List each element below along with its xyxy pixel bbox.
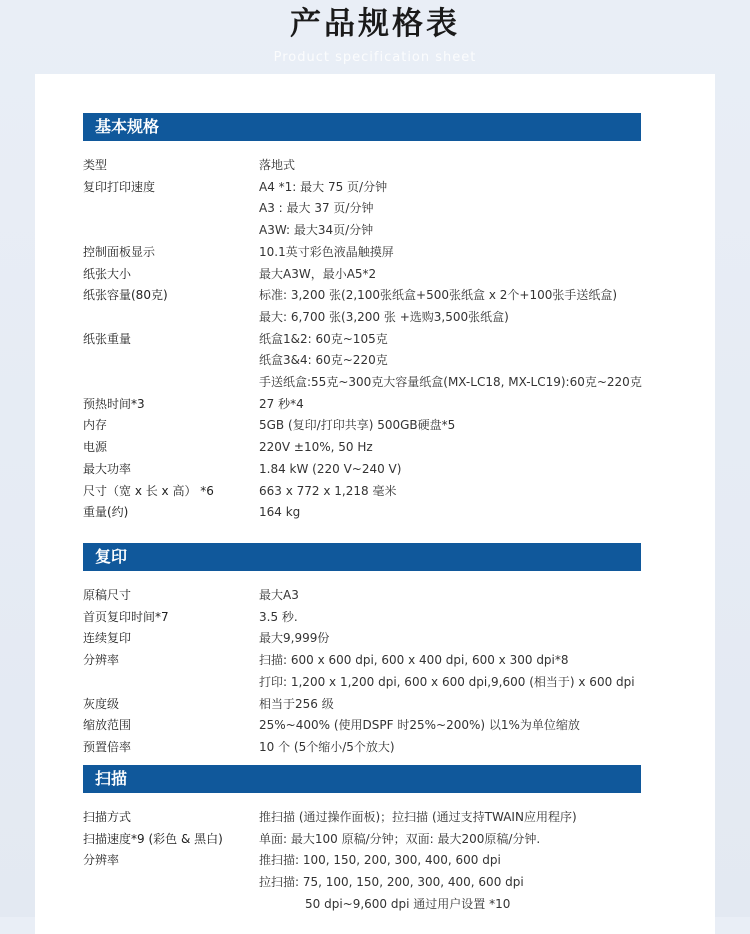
spec-row [83, 350, 641, 372]
spec-row [83, 481, 641, 503]
section-title: 扫描 [83, 765, 641, 793]
spec-label: 预置倍率 [83, 739, 132, 754]
section-title: 复印 [83, 543, 641, 571]
spec-value: 最大: 6,700 张(3,200 张 +选购3,500张纸盒) [259, 309, 509, 324]
spec-value: A4 *1: 最大 75 页/分钟 [259, 179, 388, 194]
spec-row [83, 894, 641, 916]
spec-value: 220V ±10%, 50 Hz [259, 440, 373, 455]
spec-row [83, 198, 641, 220]
spec-label: 扫描速度*9 (彩色 & 黑白) [83, 831, 223, 846]
spec-row [83, 177, 641, 199]
spec-label: 复印打印速度 [83, 179, 156, 194]
spec-value: 手送纸盒:55克~300克大容量纸盒(MX-LC18, MX-LC19):60克~220克 [259, 375, 642, 390]
section-title: 基本规格 [83, 113, 641, 141]
spec-row [83, 329, 641, 351]
spec-value: 落地式 [259, 158, 296, 172]
spec-value: 最大A3 [259, 588, 299, 602]
spec-row [83, 220, 641, 242]
spec-label: 预热时间*3 [83, 396, 145, 411]
page-title: 产品规格表 [290, 6, 460, 42]
spec-row [83, 372, 641, 394]
spec-label: 首页复印时间*7 [83, 609, 169, 624]
spec-value: 拉扫描: 75, 100, 150, 200, 300, 400, 600 dpi [259, 875, 524, 890]
spec-row [83, 807, 641, 829]
spec-label: 最大功率 [83, 461, 132, 476]
spec-row [83, 694, 641, 716]
spec-rows [83, 807, 641, 916]
spec-label: 尺寸（宽 x 长 x 高） *6 [83, 483, 214, 498]
spec-value: 1.84 kW (220 V~240 V) [259, 461, 402, 476]
spec-row [83, 285, 641, 307]
spec-label: 内存 [83, 418, 108, 433]
spec-rows [83, 585, 641, 759]
spec-value: 164 kg [259, 505, 301, 520]
spec-label: 缩放范围 [83, 718, 132, 733]
spec-label [83, 198, 259, 220]
spec-value: 27 秒*4 [259, 396, 304, 411]
section-copy [83, 543, 641, 759]
spec-label [83, 672, 259, 694]
spec-row [83, 737, 641, 759]
spec-value: 3.5 秒. [259, 609, 298, 624]
spec-label [83, 307, 259, 329]
spec-value: 5GB (复印/打印共享) 500GB硬盘*5 [259, 418, 456, 433]
page-subtitle: Product specification sheet [273, 50, 477, 65]
spec-value: 最大A3W，最小A5*2 [259, 266, 377, 281]
spec-value: A3W: 最大34页/分钟 [259, 223, 374, 238]
spec-value: 最大9,999份 [259, 631, 330, 646]
spec-value: 标准: 3,200 张(2,100张纸盒+500张纸盒 x 2个+100张手送纸盒) [259, 288, 618, 303]
spec-row [83, 585, 641, 607]
spec-row [83, 242, 641, 264]
spec-value: 相当于256 级 [259, 696, 334, 711]
spec-value: 单面: 最大100 原稿/分钟；双面: 最大200原稿/分钟. [259, 831, 541, 846]
spec-label: 扫描方式 [83, 810, 132, 824]
spec-row [83, 715, 641, 737]
spec-row [83, 415, 641, 437]
spec-row [83, 628, 641, 650]
spec-value: 扫描: 600 x 600 dpi, 600 x 400 dpi, 600 x 300 dpi*8 [259, 653, 569, 668]
spec-row [83, 155, 641, 177]
spec-value: 663 x 772 x 1,218 毫米 [259, 483, 397, 498]
spec-label: 电源 [83, 440, 108, 455]
spec-row [83, 650, 641, 672]
spec-row [83, 394, 641, 416]
spec-label: 连续复印 [83, 631, 132, 646]
spec-row [83, 437, 641, 459]
spec-value: 推扫描: 100, 150, 200, 300, 400, 600 dpi [259, 853, 501, 868]
spec-row [83, 829, 641, 851]
spec-value: A3 : 最大 37 页/分钟 [259, 201, 374, 216]
page-header [0, 0, 750, 74]
spec-value: 10.1英寸彩色液晶触摸屏 [259, 244, 394, 259]
spec-label: 控制面板显示 [83, 244, 156, 259]
spec-label: 纸张重量 [83, 331, 132, 346]
spec-label [83, 894, 259, 916]
spec-row [83, 872, 641, 894]
spec-row [83, 850, 641, 872]
spec-label: 纸张容量(80克) [83, 288, 168, 303]
spec-row [83, 459, 641, 481]
spec-label [83, 350, 259, 372]
spec-value: 推扫描 (通过操作面板)；拉扫描 (通过支持TWAIN应用程序) [259, 810, 577, 824]
spec-label: 分辨率 [83, 653, 120, 668]
spec-label [83, 872, 259, 894]
spec-value: 25%~400% (使用DSPF 时25%~200%) 以1%为单位缩放 [259, 718, 580, 733]
spec-label: 重量(约) [83, 505, 129, 520]
spec-row [83, 502, 641, 524]
spec-sheet [35, 74, 715, 934]
spec-label: 类型 [83, 158, 108, 172]
spec-label: 分辨率 [83, 853, 120, 868]
spec-row [83, 264, 641, 286]
spec-value: 纸盒1&2: 60克~105克 [259, 331, 388, 346]
spec-value: 50 dpi~9,600 dpi 通过用户设置 *10 [305, 896, 511, 911]
spec-row [83, 672, 641, 694]
spec-row [83, 307, 641, 329]
spec-row [83, 607, 641, 629]
spec-label: 纸张大小 [83, 266, 132, 281]
spec-value: 10 个 (5个缩小/5个放大) [259, 739, 395, 754]
section-scan [83, 765, 641, 916]
spec-label: 灰度级 [83, 696, 120, 711]
spec-label [83, 220, 259, 242]
spec-label [83, 372, 259, 394]
spec-label: 原稿尺寸 [83, 588, 132, 602]
section-basic-specs [83, 113, 641, 524]
spec-value: 打印: 1,200 x 1,200 dpi, 600 x 600 dpi,9,600 (相当于) x 600 dpi [259, 674, 635, 689]
spec-value: 纸盒3&4: 60克~220克 [259, 353, 388, 368]
spec-rows [83, 155, 641, 524]
